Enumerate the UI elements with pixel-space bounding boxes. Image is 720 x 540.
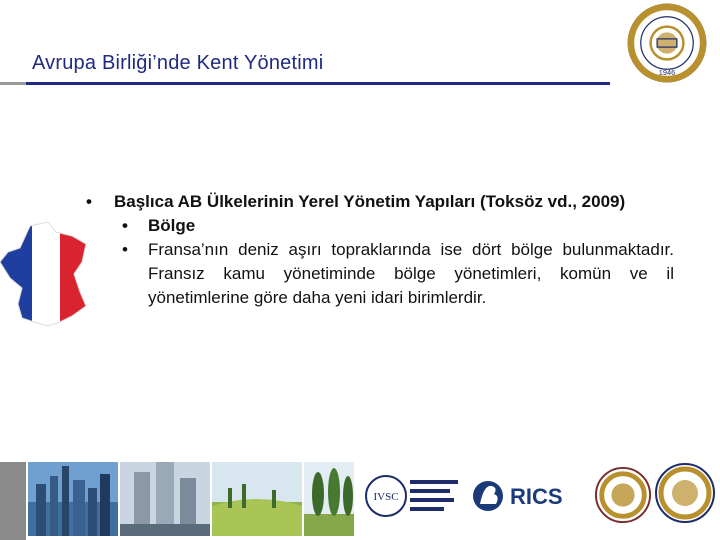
logo-year: 1946 [658,67,676,77]
rics-logo-text: RICS [510,484,563,509]
bullet-main [86,190,674,214]
ivsc-logo-icon [364,470,460,522]
title-underline [0,82,610,85]
towers-photo [120,462,210,536]
bullet-glyph: • [122,240,128,259]
bullet-glyph: • [122,216,128,235]
france-flag-map-icon [0,222,92,330]
university-seal-icon [594,466,652,524]
ankara-university-logo-small-icon [654,462,716,524]
sub-bullet-2-text: Fransa’nın deniz aşırı topraklarında ise dört bölge bulunmaktadır. Fransız kamu yönetiminde bölge yönetimleri, komün ve il yönetimlerine göre daha yeni idari birimlerdir. [148,240,674,307]
poplar-photo [304,462,354,536]
sub-bullet-1 [86,214,674,238]
bullet-glyph: • [86,192,92,211]
city-skyline-photo [28,462,118,536]
sub-bullet-1-text: Bölge [148,216,196,235]
footer-accent [0,462,26,540]
title-underline-accent [0,82,26,85]
landscape-photo [212,462,302,536]
ivsc-logo-text: IVSC [373,491,399,503]
bullet-main-text: Başlıca AB Ülkelerinin Yerel Yönetim Yapıları (Toksöz vd., 2009) [114,192,626,211]
sub-bullet-2 [86,238,674,310]
ankara-university-logo-icon [626,2,708,84]
rics-logo-icon [470,470,580,522]
slide-title: Avrupa Birliği’nde Kent Yönetimi [32,52,324,74]
slide-body [86,190,674,310]
